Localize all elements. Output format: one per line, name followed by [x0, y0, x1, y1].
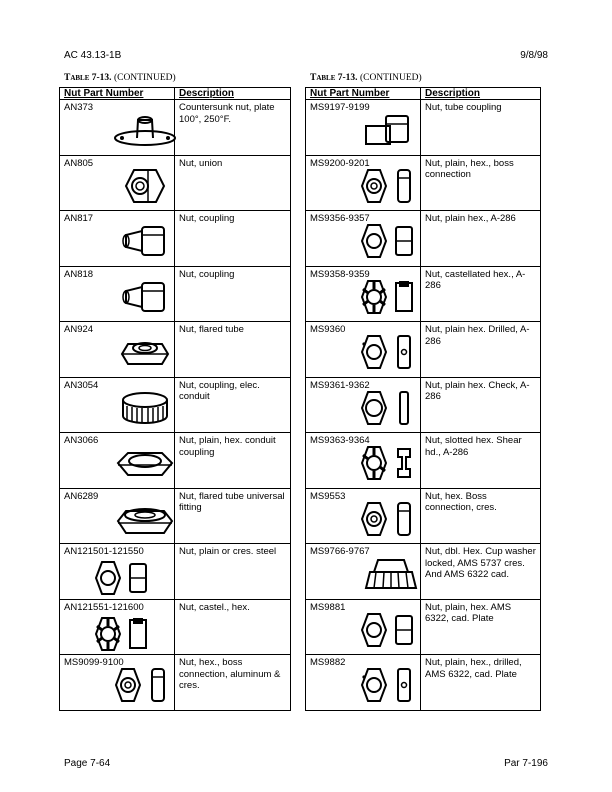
description: Nut, flared tube universal fitting: [179, 490, 285, 513]
part-number: AN3054: [64, 379, 99, 391]
doc-date: 9/8/98: [520, 50, 548, 61]
table-row: [306, 544, 541, 600]
drilled-hex-nut-icon: [356, 332, 426, 376]
part-number: AN121501-121550: [64, 546, 144, 557]
part-number: MS9361-9362: [310, 379, 370, 391]
description: Nut, coupling, elec. conduit: [179, 379, 260, 402]
table-row: [306, 655, 541, 711]
description: Nut, castel., hex.: [179, 601, 250, 613]
description-cell: [175, 433, 291, 489]
part-number: MS9553: [310, 490, 346, 502]
description-cell: [421, 599, 541, 655]
union-nut-icon: [110, 166, 180, 210]
description-cell: [175, 599, 291, 655]
caption-note: (CONTINUED): [113, 73, 176, 83]
description: Nut, plain, hex., drilled, AMS 6322, cad. Plate: [425, 657, 522, 680]
description-cell: [421, 155, 541, 211]
description: Nut, union: [179, 157, 223, 169]
description-cell: [421, 544, 541, 600]
part-number-cell: [60, 655, 175, 711]
description-cell: [421, 488, 541, 544]
part-number-cell: [306, 266, 421, 322]
part-number-cell: [60, 377, 175, 433]
table-row: [60, 488, 291, 544]
description: Nut, plain hex. Drilled, A-286: [425, 324, 530, 347]
description: Nut, plain, hex. conduit coupling: [179, 435, 276, 458]
description-cell: [175, 377, 291, 433]
table-row: [306, 266, 541, 322]
part-number-cell: [306, 544, 421, 600]
castellated-nut-icon: [90, 614, 160, 658]
part-number-cell: [60, 544, 175, 600]
right-table-caption: [310, 73, 422, 83]
conduit-hex-nut-icon: [110, 443, 180, 487]
description: Nut, slotted hex. Shear hd., A-286: [425, 435, 522, 458]
caption-label: Table 7-13.: [64, 73, 112, 83]
coupling-nut-icon: [110, 221, 180, 265]
table-row: [60, 599, 291, 655]
part-number-cell: [60, 433, 175, 489]
table-row: [60, 544, 291, 600]
description: Nut, tube coupling: [425, 102, 502, 113]
page-number: Page 7-64: [64, 758, 111, 769]
part-number-cell: [306, 433, 421, 489]
description-cell: [421, 211, 541, 267]
check-hex-nut-icon: [356, 388, 426, 432]
table-row: [60, 377, 291, 433]
part-number: MS9360: [310, 324, 346, 335]
description: Nut, castellated hex., A-286: [425, 268, 526, 291]
part-number-cell: [306, 599, 421, 655]
paragraph-ref: Par 7-196: [504, 758, 548, 769]
part-number: AN6289: [64, 490, 99, 502]
col-header-part: Nut Part Number: [60, 88, 175, 100]
coupling-nut-icon: [110, 277, 180, 321]
castellated-nut-icon: [356, 277, 426, 321]
part-number: MS9099-9100: [64, 657, 124, 668]
double-hex-cup-nut-icon: [356, 554, 426, 598]
description-cell: [421, 377, 541, 433]
description: Nut, plain hex., A-286: [425, 213, 516, 224]
hex-boss-nut-icon: [356, 499, 426, 543]
tube-coupling-nut-icon: [356, 110, 426, 154]
table-row: [60, 655, 291, 711]
table-row: [306, 211, 541, 267]
description-cell: [175, 211, 291, 267]
table-row: [60, 155, 291, 211]
description-cell: [421, 100, 541, 156]
description-cell: [175, 655, 291, 711]
part-number: MS9200-9201: [310, 157, 370, 169]
part-number: MS9363-9364: [310, 435, 370, 446]
description: Nut, coupling: [179, 268, 235, 280]
part-number-cell: [306, 322, 421, 378]
table-row: [306, 100, 541, 156]
col-header-desc: Description: [175, 88, 291, 100]
table-row: [306, 599, 541, 655]
left-table-caption: [64, 73, 176, 83]
part-number-cell: [60, 100, 175, 156]
description-cell: [175, 100, 291, 156]
description-cell: [175, 544, 291, 600]
part-number: AN121551-121600: [64, 601, 144, 613]
part-number-cell: [306, 377, 421, 433]
part-number: MS9356-9357: [310, 213, 370, 224]
table-row: [306, 377, 541, 433]
part-number-cell: [306, 488, 421, 544]
part-number: AN805: [64, 157, 94, 169]
caption-label: Table 7-13.: [310, 73, 358, 83]
part-number-cell: [306, 655, 421, 711]
col-header-desc: Description: [421, 88, 541, 100]
part-number-cell: [60, 488, 175, 544]
hex-boss-nut-icon: [356, 166, 426, 210]
description: Nut, dbl. Hex. Cup washer locked, AMS 5737 cres. And AMS 6322 cad.: [425, 546, 536, 580]
slotted-nut-icon: [356, 443, 426, 487]
table-row: [60, 322, 291, 378]
table-row: [306, 488, 541, 544]
part-number-cell: [306, 100, 421, 156]
part-number: MS9766-9767: [310, 546, 370, 557]
col-header-part: Nut Part Number: [306, 88, 421, 100]
description-cell: [175, 322, 291, 378]
hex-nut-icon: [356, 610, 426, 654]
description: Nut, hex., boss connection, aluminum & cres.: [179, 657, 281, 691]
description-cell: [175, 155, 291, 211]
description: Nut, coupling: [179, 213, 235, 224]
part-number: AN3066: [64, 435, 99, 446]
left-nut-table: [59, 87, 291, 711]
part-number-cell: [60, 599, 175, 655]
description-cell: [175, 488, 291, 544]
description-cell: [175, 266, 291, 322]
flared-tube-nut-icon: [110, 332, 180, 376]
hex-nut-icon: [90, 558, 160, 602]
right-nut-table: [305, 87, 541, 711]
part-number-cell: [60, 155, 175, 211]
part-number: AN817: [64, 213, 94, 224]
drilled-hex-nut-icon: [356, 665, 426, 709]
part-number: MS9882: [310, 657, 346, 668]
description-cell: [421, 433, 541, 489]
description-cell: [421, 655, 541, 711]
part-number-cell: [60, 211, 175, 267]
part-number-cell: [60, 322, 175, 378]
table-row: [306, 322, 541, 378]
table-row: [306, 433, 541, 489]
description-cell: [421, 322, 541, 378]
description: Nut, plain, hex., boss connection: [425, 157, 514, 180]
table-row: [306, 155, 541, 211]
doc-id: AC 43.13-1B: [64, 50, 122, 61]
table-row: [60, 100, 291, 156]
description: Nut, plain hex. Check, A-286: [425, 379, 530, 402]
table-row: [60, 433, 291, 489]
part-number-cell: [60, 266, 175, 322]
description: Nut, flared tube: [179, 324, 244, 335]
part-number: AN924: [64, 324, 94, 335]
part-number: MS9197-9199: [310, 102, 370, 113]
knurled-coupling-nut-icon: [110, 388, 180, 432]
description: Nut, hex. Boss connection, cres.: [425, 490, 497, 513]
table-row: [60, 211, 291, 267]
description: Nut, plain or cres. steel: [179, 546, 277, 557]
part-number: MS9358-9359: [310, 268, 370, 280]
part-number: AN818: [64, 268, 94, 280]
part-number-cell: [306, 211, 421, 267]
hex-boss-nut-icon: [110, 665, 180, 709]
description-cell: [421, 266, 541, 322]
countersunk-nut-plate-icon: [110, 110, 180, 154]
caption-note: (CONTINUED): [359, 73, 422, 83]
description: Countersunk nut, plate 100°, 250°F.: [179, 102, 275, 125]
description: Nut, plain, hex. AMS 6322, cad. Plate: [425, 601, 512, 624]
part-number: MS9881: [310, 601, 346, 613]
table-row: [60, 266, 291, 322]
flared-fitting-nut-icon: [110, 499, 180, 543]
hex-nut-icon: [356, 221, 426, 265]
part-number-cell: [306, 155, 421, 211]
part-number: AN373: [64, 102, 94, 113]
